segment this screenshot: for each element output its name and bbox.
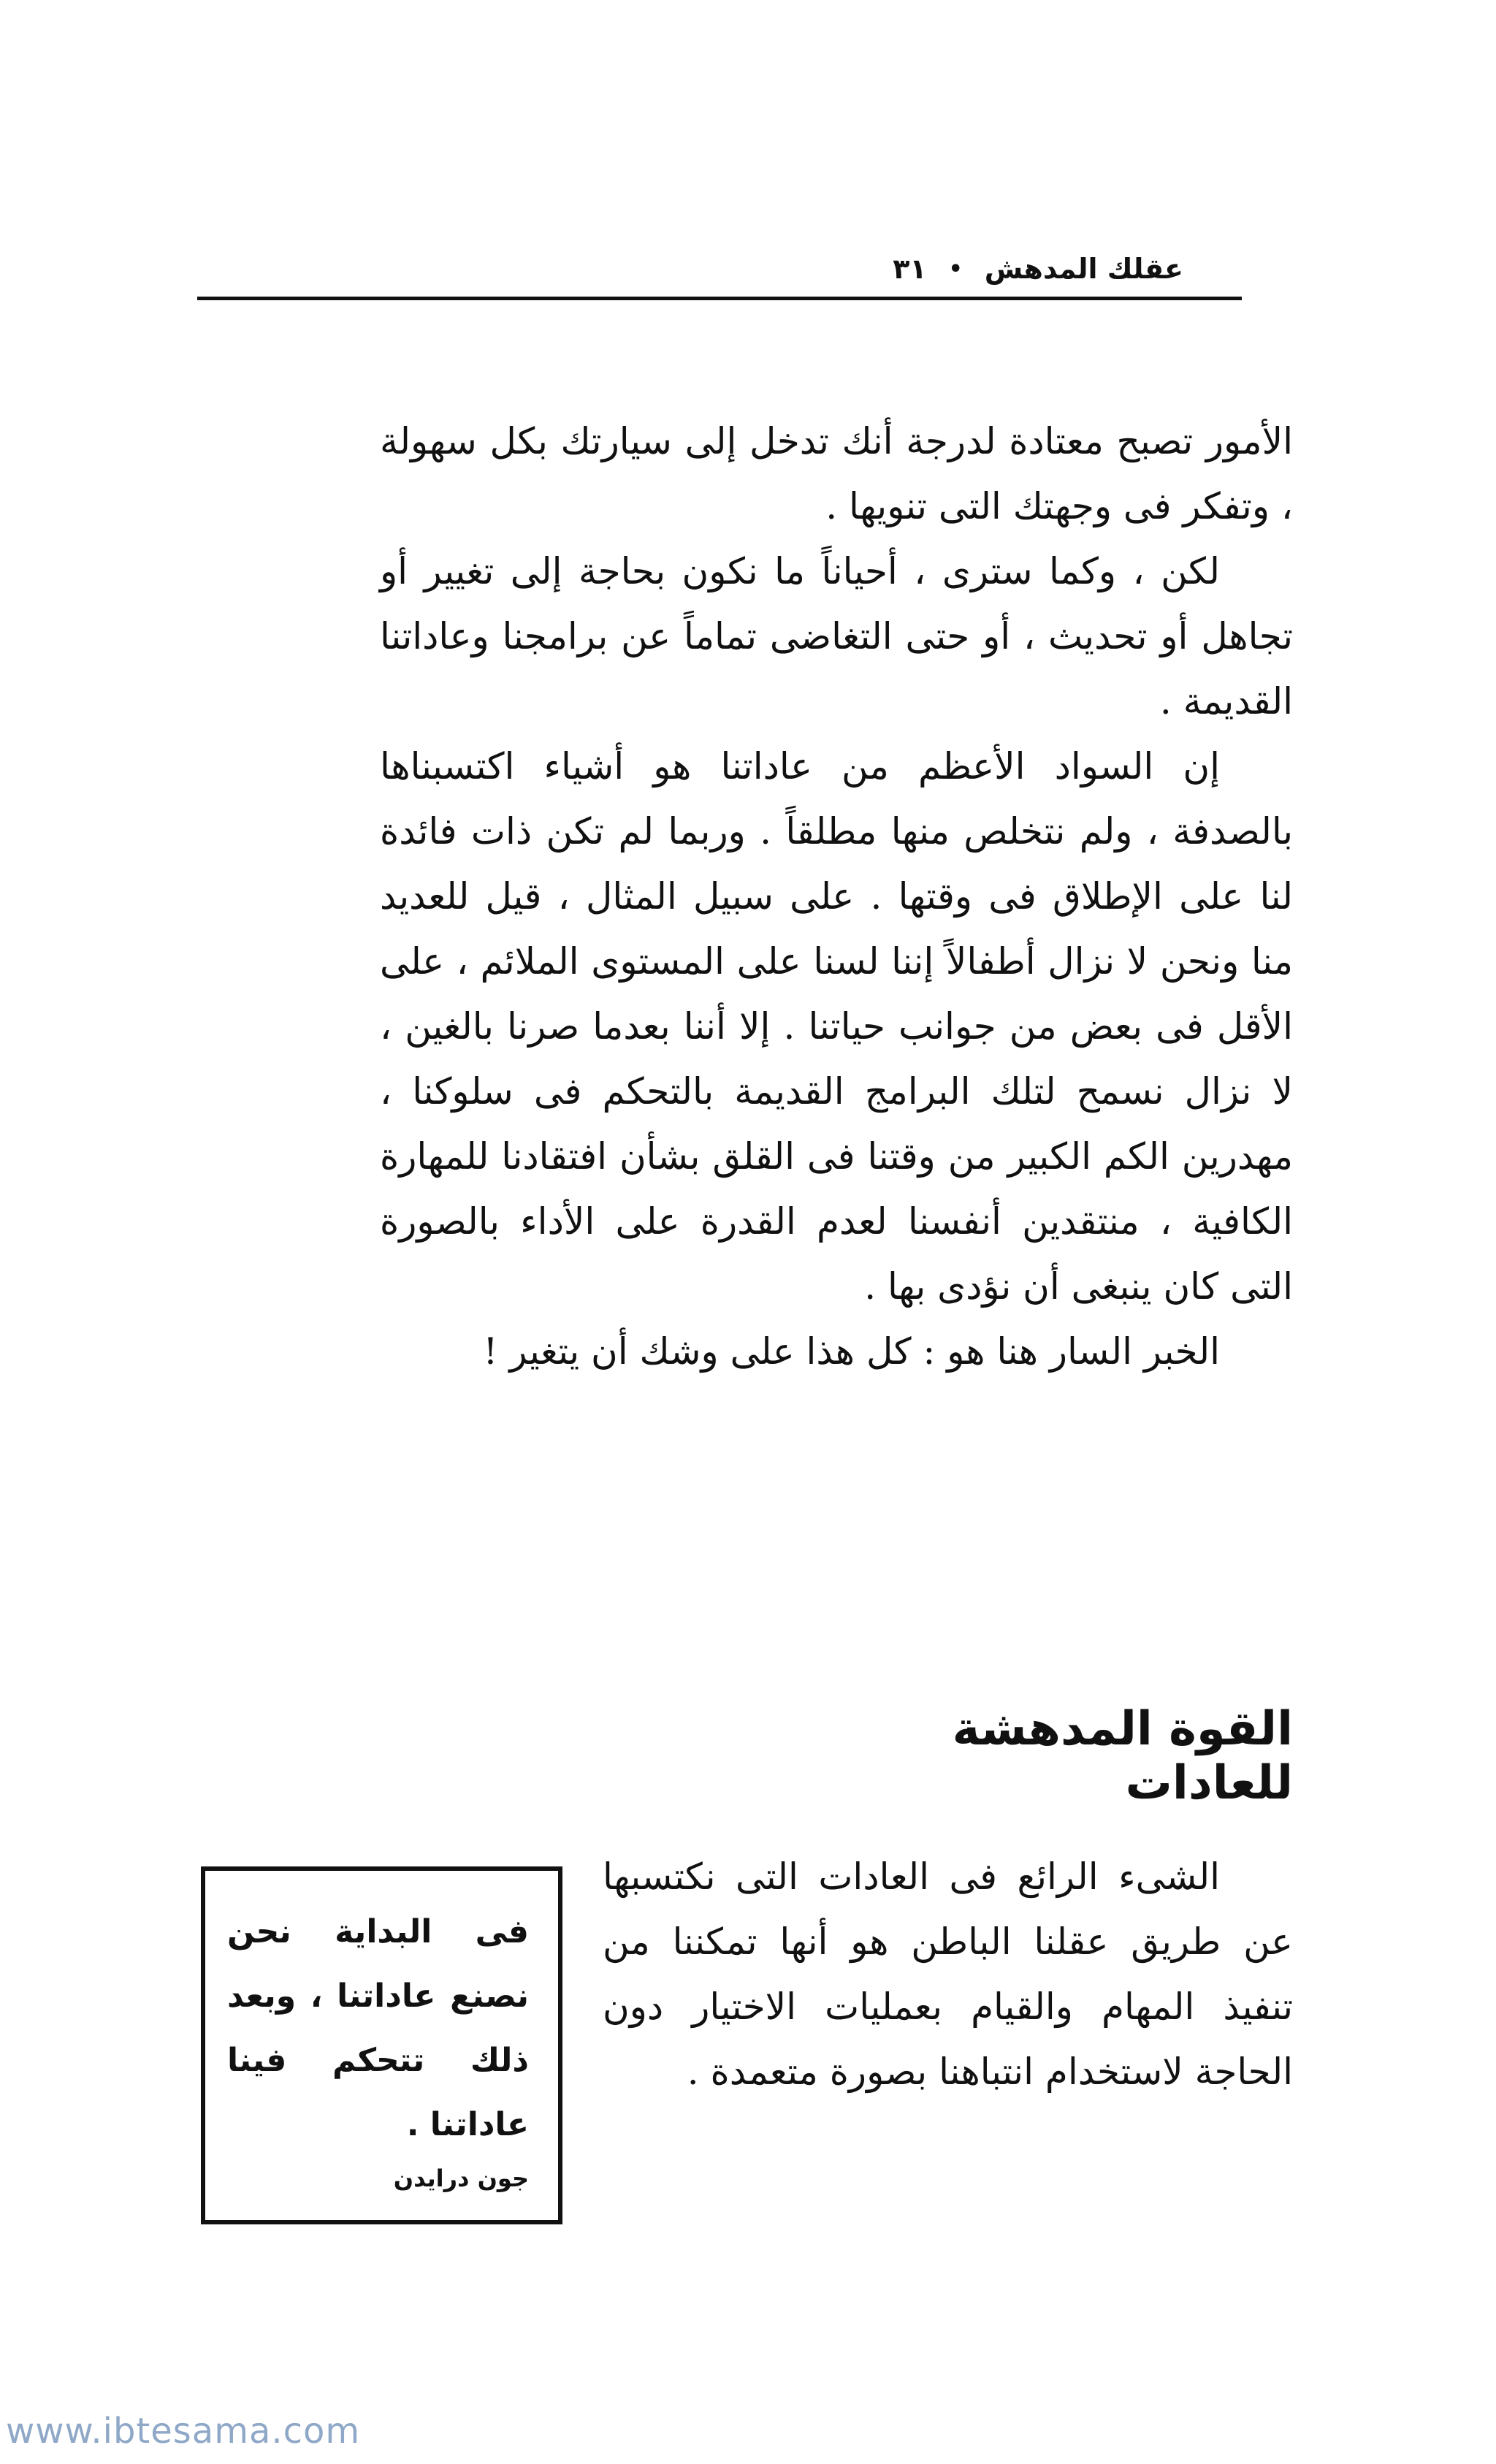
paragraph-1: الأمور تصبح معتادة لدرجة أنك تدخل إلى سيارتك بكل سهولة ، وتفكر فى وجهتك التى تنويها . — [380, 420, 1293, 527]
paragraph-4: الخبر السار هنا هو : كل هذا على وشك أن يتغير ! — [483, 1330, 1220, 1373]
running-header — [197, 247, 1183, 291]
body-text — [380, 409, 1293, 1384]
paragraph-2: لكن ، وكما سترى ، أحياناً ما نكون بحاجة إلى تغيير أو تجاهل أو تحديث ، أو حتى التغاضى تماماً عن برامجنا وعاداتنا القديمة . — [380, 550, 1293, 722]
page-number: ٣١ — [893, 253, 927, 285]
section-text — [603, 1845, 1293, 2105]
header-title: عقلك المدهش — [984, 253, 1183, 285]
header-bullet: • — [948, 256, 963, 282]
section-paragraph: الشىء الرائع فى العادات التى نكتسبها عن طريق عقلنا الباطن هو أنها تمكننا من تنفيذ المهام والقيام بعمليات الاختيار دون الحاجة لاستخدام انتباهنا بصورة متعمدة . — [603, 1855, 1293, 2093]
section-heading: القوة المدهشة للعادات — [952, 1702, 1293, 1810]
quote-box — [201, 1866, 562, 2224]
watermark-url: www.ibtesama.com — [6, 2411, 361, 2452]
quote-author: جون درايدن — [393, 2164, 529, 2192]
paragraph-3: إن السواد الأعظم من عاداتنا هو أشياء اكتسبناها بالصدفة ، ولم نتخلص منها مطلقاً . وربما لم تكن ذات فائدة لنا على الإطلاق فى وقتها . على سبيل المثال ، قيل للعديد منا ونحن لا نزال أطفالاً إننا لسنا على المستوى الملائم ، على الأقل فى بعض من جوانب حياتنا . إلا أننا بعدما صرنا بالغين ، لا نزال نسمح لتلك البرامج القديمة بالتحكم فى سلوكنا ، مهدرين الكم الكبير من وقتنا فى القلق بشأن افتقادنا للمهارة الكافية ، منتقدين أنفسنا لعدم القدرة على الأداء بالصورة التى كان ينبغى أن نؤدى بها . — [380, 745, 1293, 1308]
quote-text: فى البداية نحن نصنع عاداتنا ، وبعد ذلك تتحكم فينا عاداتنا . — [227, 1913, 529, 2143]
header-rule — [197, 297, 1242, 300]
